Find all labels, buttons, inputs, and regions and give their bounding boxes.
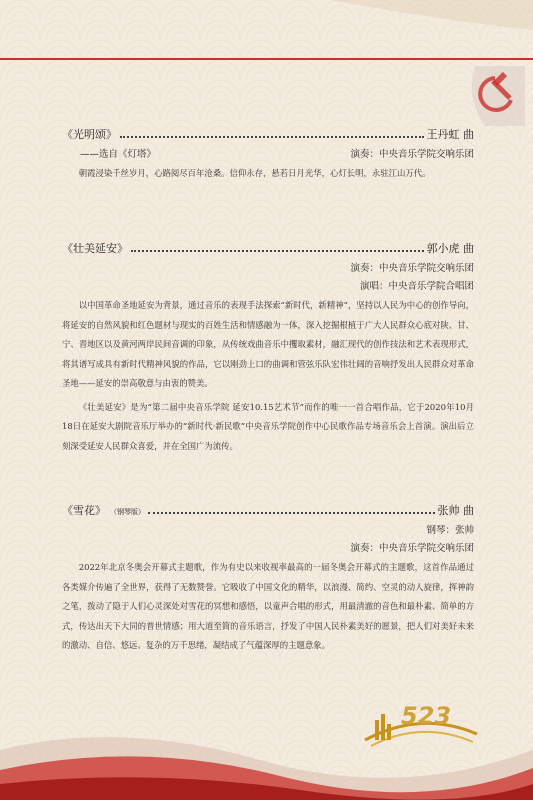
piece-description: 以中国革命圣地延安为背景，通过音乐的表现手法探索“新时代，新精神”，坚持以人民为中心的创作导向，将延安的自然风貌和红色题材与现实的百姓生活和情感融为一体，深入挖掘根植于广大人民群众心底对陕、甘、宁、晋地区以及黄河两岸民间音调的印象，从传统戏曲音乐中攫取素材，融汇现代的创作技法和艺术表现形式，将其谱写成具有新时代精神风貌的作品，它以刚劲上口的曲调和管弦乐队宏伟壮阔的音响抒发出人民群众对革命圣地——延安的崇高敬意与由衷的赞美。 [62, 300, 474, 388]
piece-title: 《雪花》 [62, 504, 106, 517]
composer: 张帅 曲 [437, 504, 474, 517]
performer-orchestra: 演奏：中央音乐学院交响乐团 [350, 263, 474, 274]
dot-leader [120, 136, 424, 138]
performer-choir: 演唱：中央音乐学院合唱团 [359, 281, 474, 292]
program-item-title-row [62, 502, 474, 518]
header-red-line [0, 58, 533, 60]
piece-title: 《光明颂》 [62, 128, 117, 141]
piece-description: 朝霞浸染千丝岁月，心路阅尽百年沧桑。信仰永存，悬若日月光华，心灯长明，永驻江山万代。 [78, 168, 431, 178]
program-item-title-row [62, 126, 474, 142]
dot-leader [148, 512, 435, 514]
anniversary-523-logo [361, 690, 481, 752]
program-item-3 [62, 502, 474, 656]
hammer-sickle-icon [455, 56, 525, 126]
piece-source: ——选自《灯塔》 [80, 149, 157, 160]
piece-description: 2022年北京冬奥会开幕式主题歌，作为有史以来收视率最高的一届冬奥会开幕式的主题歌，这首作品通过各类媒介传遍了全世界，获得了无数赞誉。它吸收了中国文化的精华，以浪漫、简约、空灵的动人旋律，挥神韵之笔，拨动了隐于人们心灵深处对雪花的冥想和感悟，以童声合唱的形式，用最清澈的音色和最朴素、简单的方式，传达出天下大同的普世情感；用大道至简的音乐语言，抒发了中国人民朴素美好的愿景，把人们对美好未来的激动、自信、悠远、复杂的万千思绪，凝结成了气蕴深厚的主题意象。 [62, 562, 474, 650]
performer-piano: 钢琴：张帅 [426, 525, 474, 536]
composer: 王丹虹 曲 [426, 128, 474, 141]
performer-orchestra: 演奏：中央音乐学院交响乐团 [350, 543, 474, 554]
piece-description: 《壮美延安》是为“第二届中央音乐学院 延安10.15艺术节”而作的唯一一首合唱作品，它于2020年10月18日在延安大剧院音乐厅举办的“新时代·新民歌”中央音乐学院创作中心民歌作品专场音乐会上首演。演出后立刻深受延安人民群众喜爱，并在全国广为流传。 [62, 401, 474, 451]
stamp-number: 523 [401, 702, 452, 730]
piece-title: 《壮美延安》 [62, 242, 128, 255]
program-item-1 [62, 126, 474, 184]
piece-edition: （钢琴版） [110, 508, 145, 516]
composer: 郭小虎 曲 [426, 242, 474, 255]
dot-leader [131, 250, 424, 252]
program-item-meta-row [62, 146, 474, 160]
program-item-2 [62, 240, 474, 456]
program-item-title-row [62, 240, 474, 256]
performer-orchestra: 演奏：中央音乐学院交响乐团 [350, 149, 474, 160]
